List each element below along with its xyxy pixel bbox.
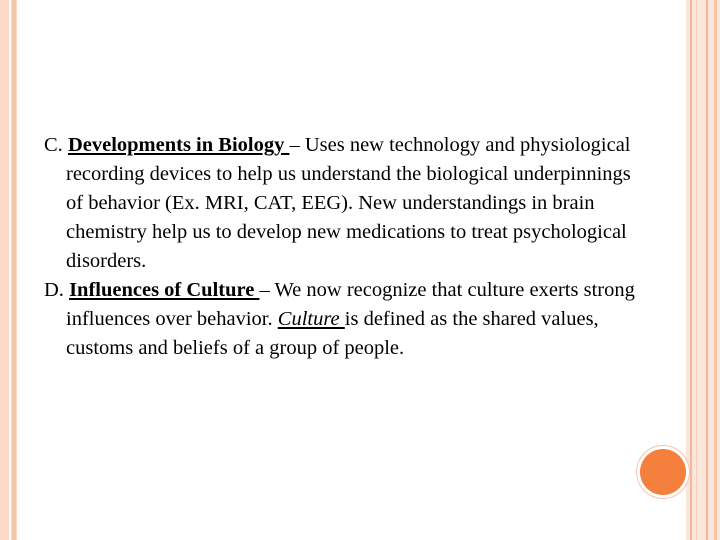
term-culture: Culture [277,308,345,330]
left-decorative-border [0,0,17,540]
paragraph-body: – We now recognize that culture exerts strong influences over behavior. [66,279,635,330]
paragraph-prefix: D. [44,279,70,301]
paragraph-body: – Uses new technology and physiological recording devices to help us understand the biological underpinnings of behavior (Ex. MRI, CAT, EEG). New understandings in brain chemistry help us to develop new medications to treat psychological disorders. [66,134,631,272]
orange-circle-ornament [640,449,686,495]
paragraph-body: is defined as the shared values, customs and beliefs of a group of people. [66,308,599,359]
paragraph-developments-in-biology [44,131,644,276]
right-border-line [706,0,708,540]
slide-content [44,131,644,363]
paragraph-prefix: C. [44,134,68,156]
heading-influences-of-culture: Influences of Culture [69,279,260,301]
right-border-line [714,0,717,540]
paragraph-influences-of-culture [44,276,644,363]
right-border-line [696,0,697,540]
heading-developments-in-biology: Developments in Biology [67,134,290,156]
right-border-line [690,0,692,540]
